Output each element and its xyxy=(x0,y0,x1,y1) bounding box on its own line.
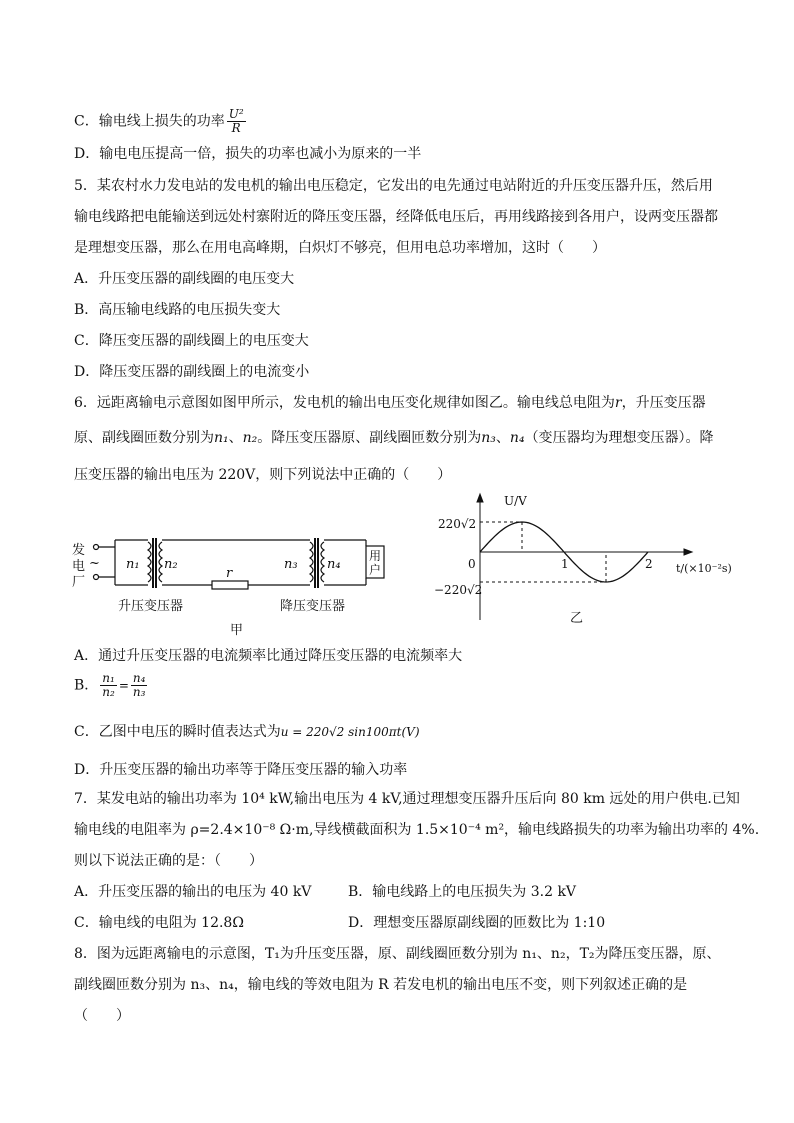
q5-stem-1: 5．某农村水力发电站的发电机的输出电压稳定，它发出的电先通过电站附近的升压变压器升压，然后用 xyxy=(74,178,713,194)
fraction-right: $\frac{\text{n₄}}{\text{n₃}}$ xyxy=(132,671,146,699)
q4-option-c: C．输电线上损失的功率 $\frac{\text{U²}}{R}$ xyxy=(74,107,244,135)
q7-stem-2: 输电线的电阻率为 ρ=2.4×10⁻⁸ Ω·m,导线横截面积为 1.5×10⁻⁴ m²，输电线路损失的功率为输出功率的 4%. xyxy=(74,822,760,838)
user-label-2: 户 xyxy=(369,563,382,577)
gen-label-2: 电 xyxy=(72,559,86,574)
voltage-chart-yi xyxy=(434,490,740,630)
coil-label-n4: n₄ xyxy=(327,557,341,572)
user-label-1: 用 xyxy=(369,549,382,563)
figure-caption-jia: 甲 xyxy=(230,623,244,638)
q6-stem-1: 6．远距离输电示意图如图甲所示，发电机的输出电压变化规律如图乙。输电线总电阻为r，升压变压器 xyxy=(74,395,706,411)
q6-option-b: B． $\frac{\text{n₁}}{\text{n₂}}$ = $\frac{\text{n₄}}{\text{n₃}}$ xyxy=(74,671,146,699)
step-down-transformer-label: 降压变压器 xyxy=(280,599,346,614)
generator-terminal-bottom xyxy=(94,575,99,580)
q6-option-d: D．升压变压器的输出功率等于降压变压器的输入功率 xyxy=(74,762,408,778)
x-tick-label-1: 1 xyxy=(561,557,569,571)
q8-stem-1: 8．图为远距离输电的示意图，T₁为升压变压器，原、副线圈匝数分别为 n₁、n₂，T₂为降压变压器，原、 xyxy=(74,946,721,962)
q8-stem-3: （ ） xyxy=(74,1008,130,1024)
y-axis-label: U/V xyxy=(504,494,527,508)
t2-secondary-coil xyxy=(321,542,324,582)
q5-option-d: D．降压变压器的副线圈上的电流变小 xyxy=(74,364,310,380)
y-axis-arrow xyxy=(477,494,483,502)
y-tick-label-max: 220√2 xyxy=(438,517,477,531)
step-up-transformer-label: 升压变压器 xyxy=(118,599,184,614)
coil-label-n1: n₁ xyxy=(126,557,140,572)
q6-option-c: C．乙图中电压的瞬时值表达式为u = 220√2 sin100πt(V) xyxy=(74,724,420,740)
t2-primary-coil xyxy=(310,542,313,582)
fraction: $\frac{\text{U²}}{R}$ xyxy=(228,107,244,135)
q6-stem-3: 压变压器的输出电压为 220V，则下列说法中正确的（ ） xyxy=(74,467,452,483)
q7-stem-1: 7．某发电站的输出功率为 10⁴ kW,输出电压为 4 kV,通过理想变压器升压后向 80 km 远处的用户供电.已知 xyxy=(74,791,740,807)
q7-stem-3: 则以下说法正确的是：（ ） xyxy=(74,853,263,869)
q5-option-a: A．升压变压器的副线圈的电压变大 xyxy=(74,271,295,287)
t1-secondary-coil xyxy=(159,542,162,582)
ac-tilde-symbol: ~ xyxy=(89,556,100,571)
generator-terminal-top xyxy=(94,545,99,550)
x-axis-label: t/(×10⁻²s) xyxy=(676,562,732,575)
resistor-label-r: r xyxy=(226,566,233,581)
q5-stem-3: 是理想变压器，那么在用电高峰期，白炽灯不够亮，但用电总功率增加，这时（ ） xyxy=(74,240,606,256)
q7-option-b: B．输电线路上的电压损失为 3.2 kV xyxy=(348,884,577,900)
circuit-diagram-jia xyxy=(70,530,400,640)
gen-label-3: 厂 xyxy=(72,575,86,590)
q7-option-c: C．输电线的电阻为 12.8Ω xyxy=(74,915,244,931)
t1-primary-coil xyxy=(148,542,151,582)
q6-stem-2: 原、副线圈匝数分别为n₁、n₂。降压变压器原、副线圈匝数分别为n₃、n₄（变压器均为理想变压器）。降 xyxy=(74,430,714,446)
coil-label-n3: n₃ xyxy=(284,557,298,572)
x-tick-label-0: 0 xyxy=(468,557,476,571)
fraction-left: $\frac{\text{n₁}}{\text{n₂}}$ xyxy=(102,671,115,699)
q4-option-d: D．输电电压提高一倍，损失的功率也减小为原来的一半 xyxy=(74,146,422,162)
resistor-r xyxy=(212,581,248,589)
q6-option-a: A．通过升压变压器的电流频率比通过降压变压器的电流频率大 xyxy=(74,648,463,664)
equals-sign: = xyxy=(118,678,129,693)
q7-option-d: D．理想变压器原副线圈的匝数比为 1:10 xyxy=(348,915,606,931)
q5-stem-2: 输电线路把电能输送到远处村寨附近的降压变压器，经降低电压后，再用线路接到各用户，设两变压器都 xyxy=(74,209,718,225)
x-axis-arrow xyxy=(684,549,692,555)
coil-label-n2: n₂ xyxy=(164,557,178,572)
q8-stem-2: 副线圈匝数分别为 n₃、n₄，输电线的等效电阻为 R 若发电机的输出电压不变，则下列叙述正确的是 xyxy=(74,977,688,993)
q5-option-c: C．降压变压器的副线圈上的电压变大 xyxy=(74,333,309,349)
x-tick-label-2: 2 xyxy=(645,557,653,571)
figure-caption-yi: 乙 xyxy=(570,611,584,626)
gen-label-1: 发 xyxy=(72,543,86,558)
q5-option-b: B．高压输电线路的电压损失变大 xyxy=(74,302,281,318)
q7-option-a: A．升压变压器的输出的电压为 40 kV xyxy=(74,884,312,900)
y-tick-label-min: −220√2 xyxy=(434,583,483,597)
